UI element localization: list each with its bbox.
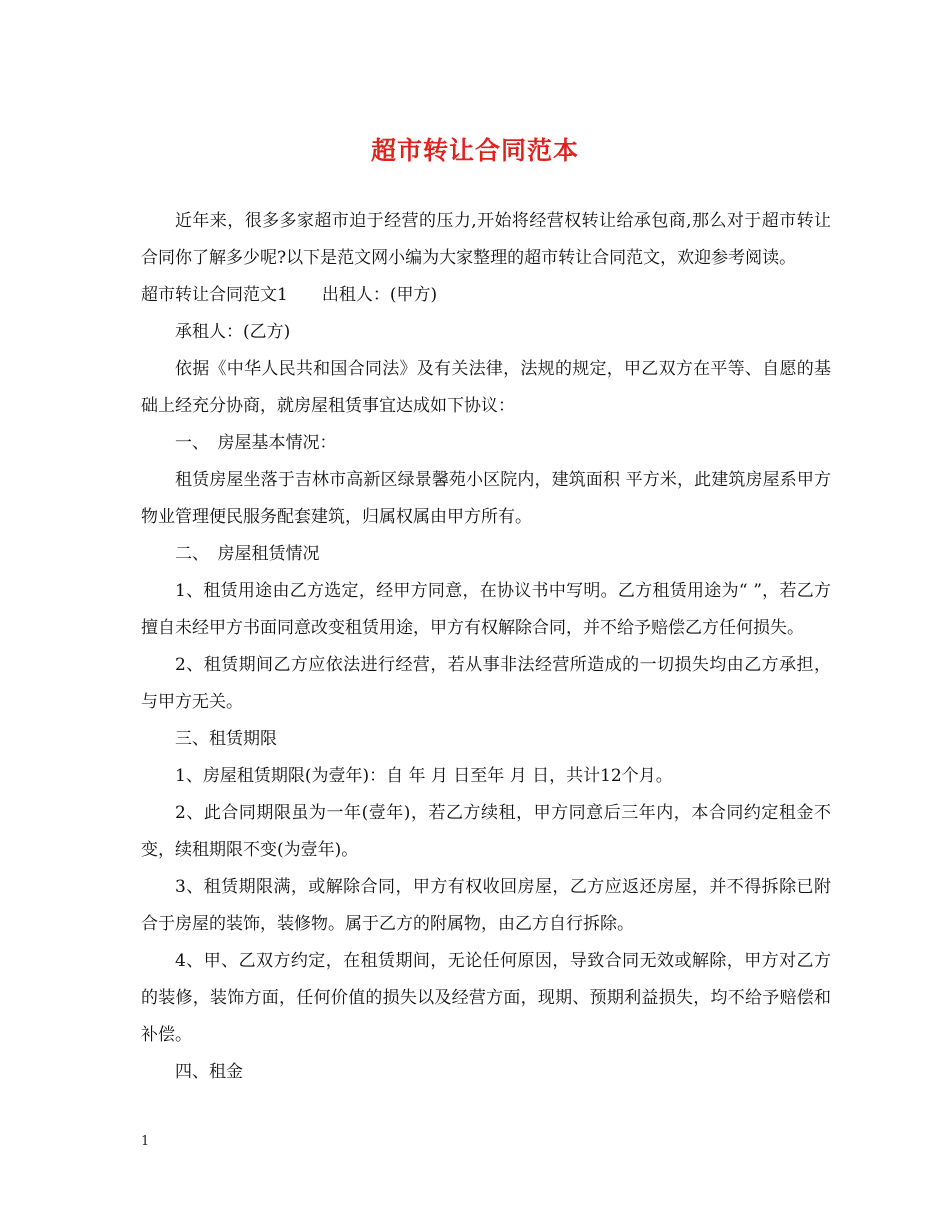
paragraph-intro: 近年来，很多多家超市迫于经营的压力,开始将经营权转让给承包商,那么对于超市转让合同你了解多少呢?以下是范文网小编为大家整理的超市转让合同范文，欢迎参考阅读。 [141, 211, 831, 268]
document-body [141, 203, 831, 1091]
paragraph-term-expiry: 3、租赁期限满，或解除合同，甲方有权收回房屋，乙方应返还房屋，并不得拆除已附合于房屋的装饰，装修物。属于乙方的附属物，由乙方自行拆除。 [141, 877, 831, 934]
paragraph-lease-term: 1、房屋租赁期限(为壹年)：自 年 月 日至年 月 日，共计12个月。 [175, 766, 673, 786]
paragraph-lease-use: 1、租赁用途由乙方选定，经甲方同意，在协议书中写明。乙方租赁用途为“ ”，若乙方擅自未经甲方书面同意改变租赁用途，甲方有权解除合同，并不给予赔偿乙方任何损失。 [141, 581, 831, 638]
page-number: 1 [141, 1134, 150, 1149]
document-title: 超市转让合同范本 [370, 136, 579, 165]
section-heading-3: 三、租赁期限 [175, 729, 277, 749]
section-heading-1: 一、 房屋基本情况： [175, 433, 337, 453]
section-heading-4: 四、租金 [175, 1062, 243, 1082]
paragraph-lessee: 承租人：(乙方) [175, 322, 291, 342]
paragraph-no-compensation: 4、甲、乙双方约定，在租赁期间，无论任何原因，导致合同无效或解除，甲方对乙方的装修，装饰方面，任何价值的损失以及经营方面，现期、预期利益损失，均不给予赔偿和补偿。 [141, 951, 831, 1045]
paragraph-sample-heading: 超市转让合同范文1 出租人：(甲方) [141, 285, 438, 305]
paragraph-term-renewal: 2、此合同期限虽为一年(壹年)，若乙方续租，甲方同意后三年内，本合同约定租金不变，续租期限不变(为壹年)。 [141, 803, 831, 860]
paragraph-legal-basis: 依据《中华人民共和国合同法》及有关法律，法规的规定，甲乙双方在平等、自愿的基础上经充分协商，就房屋租赁事宜达成如下协议： [141, 359, 831, 416]
paragraph-property-info: 租赁房屋坐落于吉林市高新区绿景馨苑小区院内，建筑面积 平方米，此建筑房屋系甲方物业管理便民服务配套建筑，归属权属由甲方所有。 [141, 470, 831, 527]
paragraph-lawful-operation: 2、租赁期间乙方应依法进行经营，若从事非法经营所造成的一切损失均由乙方承担，与甲方无关。 [141, 655, 831, 712]
section-heading-2: 二、 房屋租赁情况 [175, 544, 320, 564]
